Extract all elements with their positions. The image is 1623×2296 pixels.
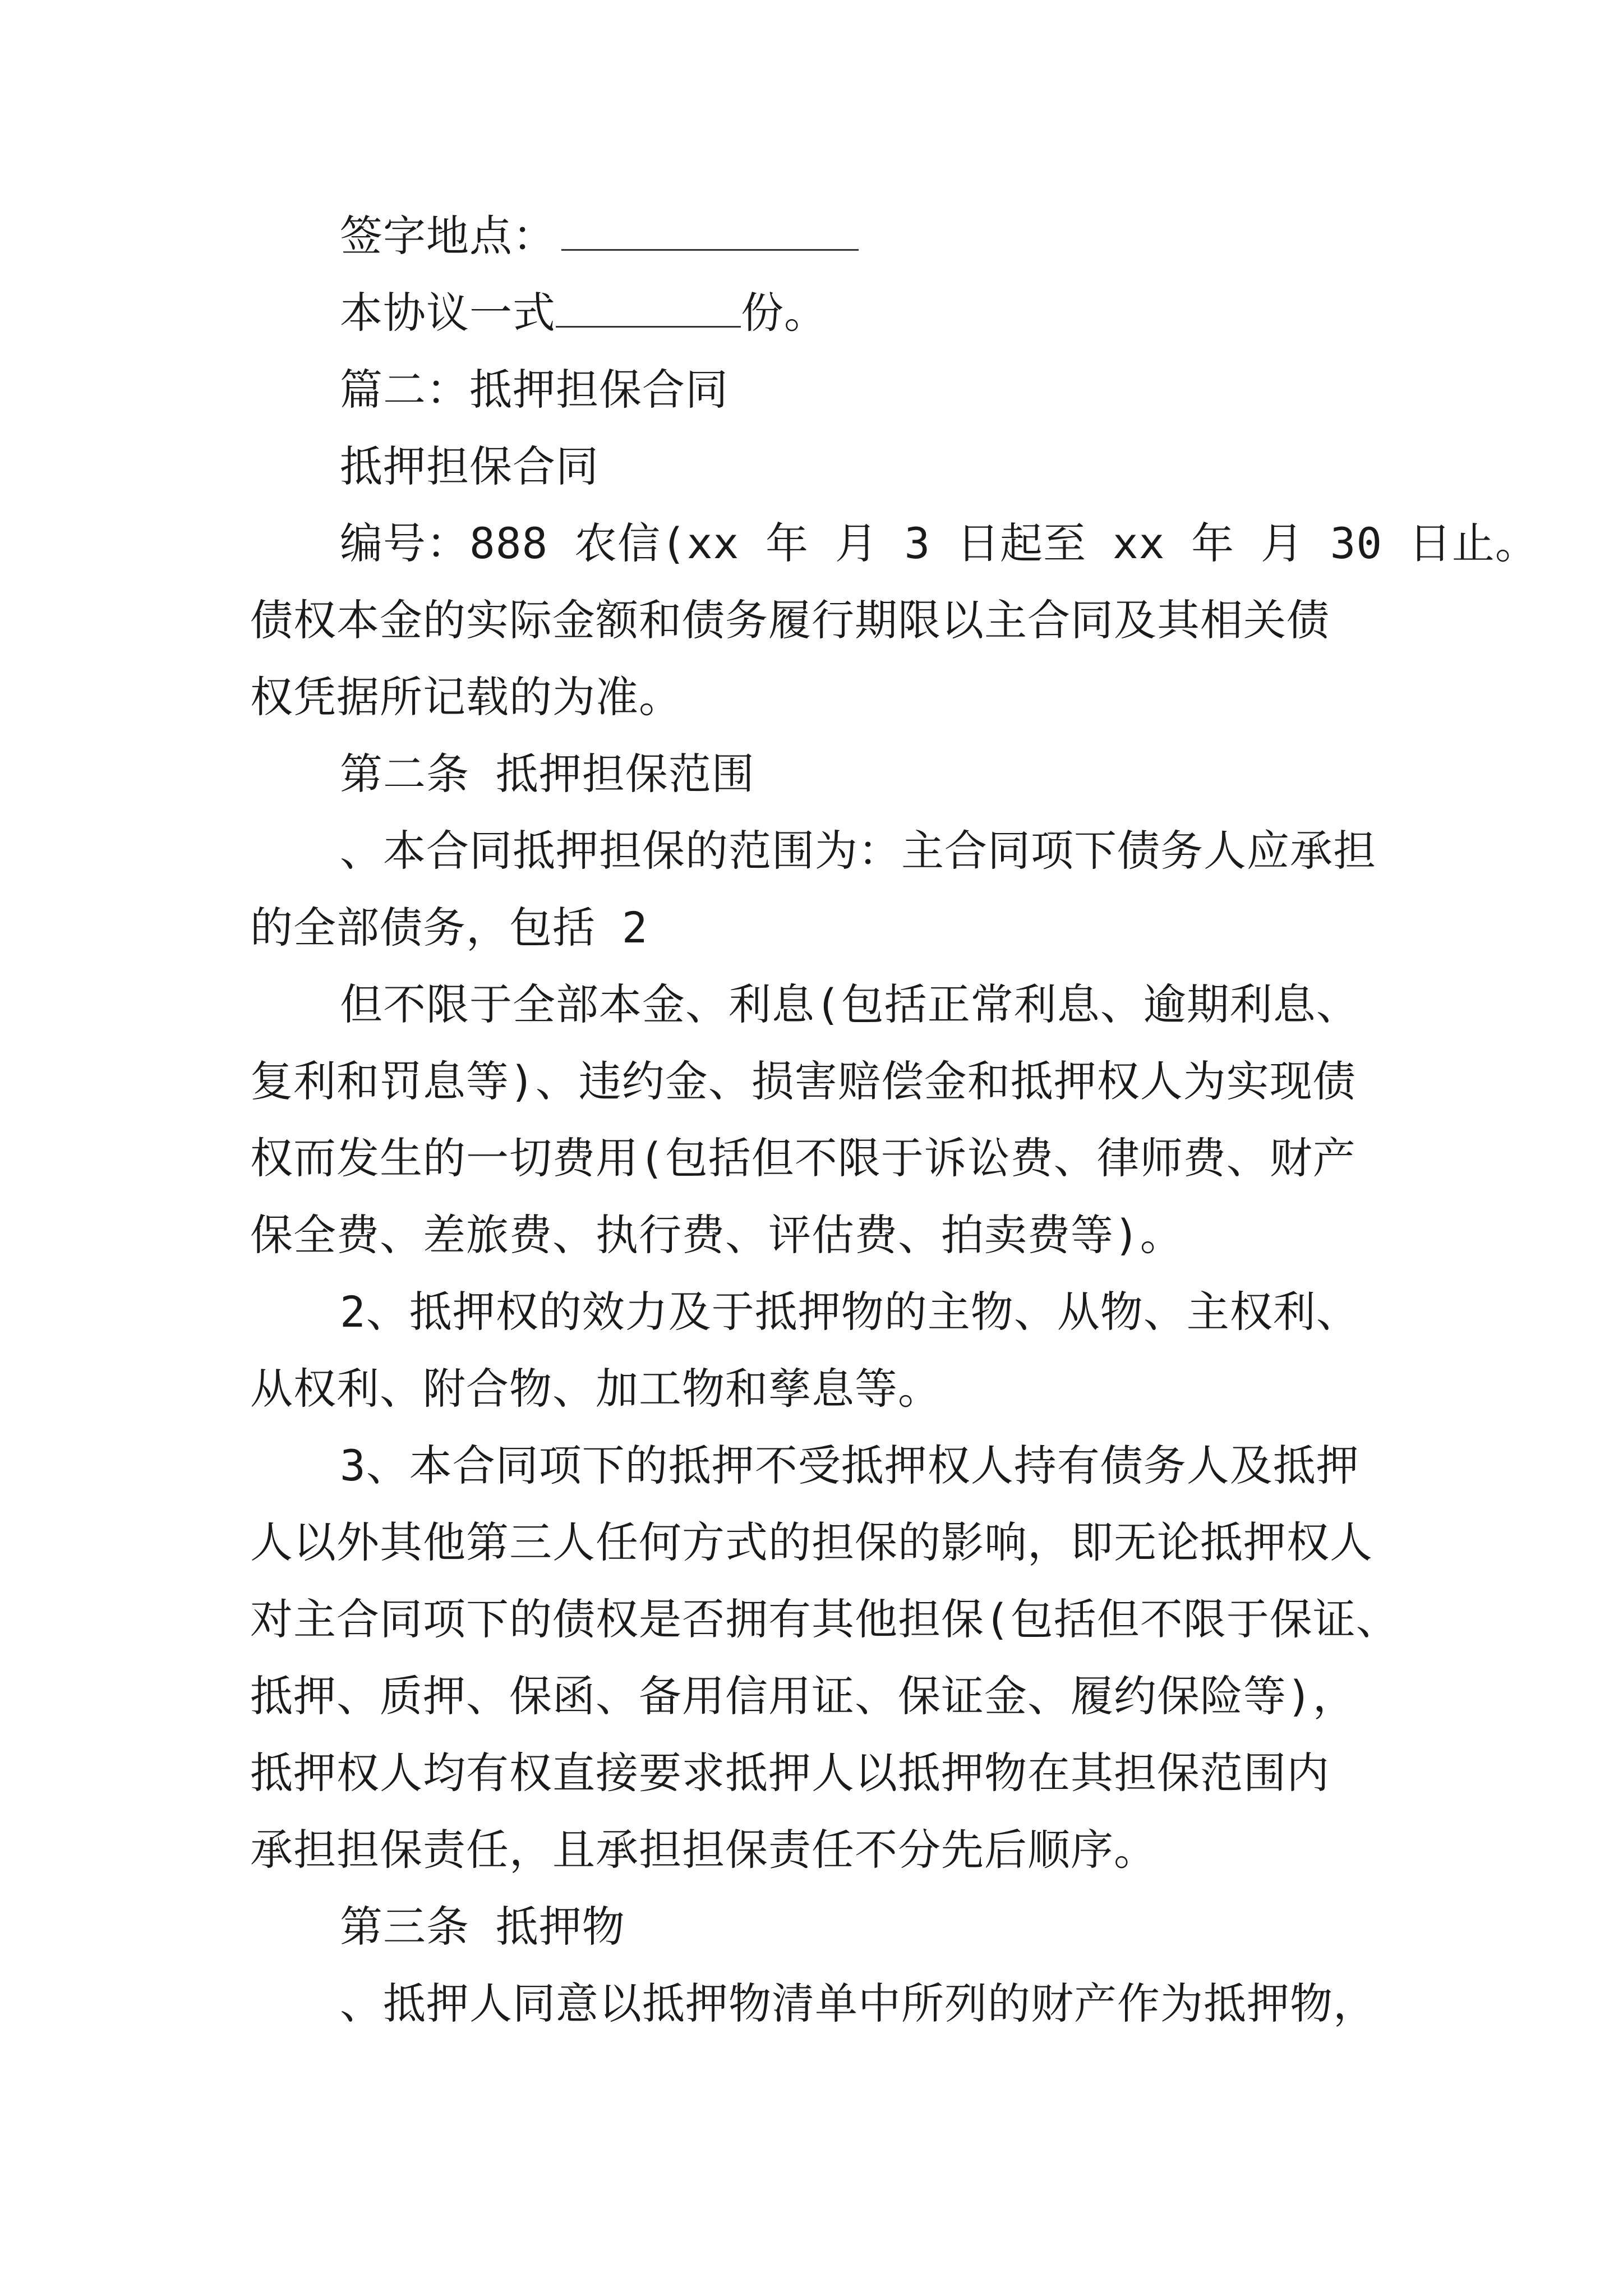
text-line: 复利和罚息等)、违约金、损害赔偿金和抵押权人为实现债 bbox=[250, 1056, 1356, 1106]
text-line: 的全部债务，包括 2 bbox=[250, 903, 648, 953]
text-line: 3、本合同项下的抵押不受抵押权人持有债务人及抵押 bbox=[340, 1441, 1359, 1490]
text-line: 对主合同项下的债权是否拥有其他担保(包括但不限于保证、 bbox=[250, 1594, 1399, 1644]
text-line: 、抵押人同意以抵押物清单中所列的财产作为抵押物， bbox=[340, 1978, 1376, 2028]
text-line: 权而发生的一切费用(包括但不限于诉讼费、律师费、财产 bbox=[250, 1133, 1356, 1183]
text-line: 第二条 抵押担保范围 bbox=[340, 749, 755, 799]
text-line: 、本合同抵押担保的范围为：主合同项下债务人应承担 bbox=[340, 826, 1376, 876]
text-line: 抵押、质押、保函、备用信用证、保证金、履约保险等)， bbox=[250, 1671, 1356, 1721]
text-line: 抵押权人均有权直接要求抵押人以抵押物在其担保范围内 bbox=[250, 1748, 1330, 1798]
text-line: 债权本金的实际金额和债务履行期限以主合同及其相关债 bbox=[250, 595, 1330, 645]
text-line: 从权利、附合物、加工物和孳息等。 bbox=[250, 1364, 941, 1414]
text-line: 权凭据所记载的为准。 bbox=[250, 672, 682, 722]
copies-line bbox=[250, 274, 1394, 351]
signing-place-blank bbox=[561, 205, 859, 251]
text-line: 承担担保责任，且承担担保责任不分先后顺序。 bbox=[250, 1825, 1157, 1875]
text-line: 但不限于全部本金、利息(包括正常利息、逾期利息、 bbox=[340, 979, 1359, 1029]
copies-prefix: 本协议一式 bbox=[340, 288, 556, 338]
text-line: 保全费、差旅费、执行费、评估费、拍卖费等)。 bbox=[250, 1210, 1183, 1260]
signing-place-label: 签字地点： bbox=[340, 211, 556, 261]
text-line: 2、抵押权的效力及于抵押物的主物、从物、主权利、 bbox=[340, 1287, 1359, 1337]
document-body bbox=[250, 197, 1538, 2042]
signing-place-line bbox=[250, 197, 1394, 274]
text-line: 人以外其他第三人任何方式的担保的影响，即无论抵押权人 bbox=[250, 1517, 1373, 1567]
contract-title: 抵押担保合同 bbox=[340, 441, 599, 491]
copies-suffix: 份。 bbox=[741, 288, 827, 338]
contract-text bbox=[250, 505, 1538, 2042]
text-line: 编号：888 农信(xx 年 月 3 日起至 xx 年 月 30 日止。 bbox=[340, 518, 1538, 568]
text-line: 第三条 抵押物 bbox=[340, 1902, 625, 1952]
section-heading: 篇二：抵押担保合同 bbox=[340, 365, 728, 415]
copies-blank bbox=[556, 282, 741, 328]
